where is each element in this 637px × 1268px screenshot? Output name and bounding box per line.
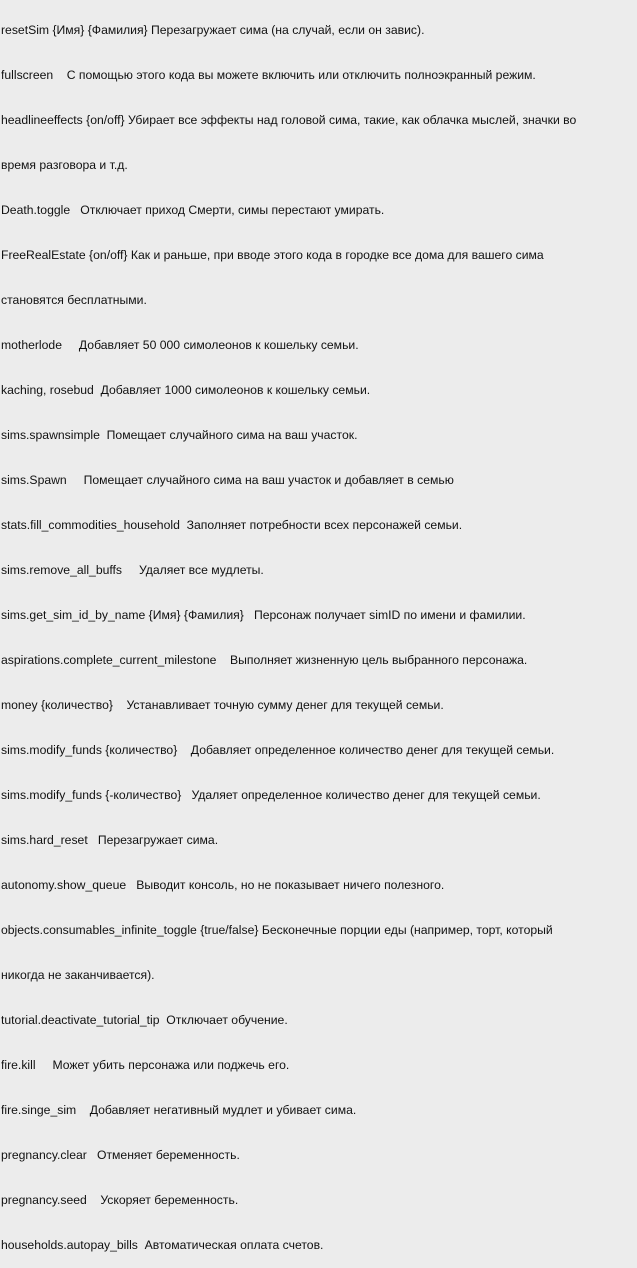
text-line-show-queue: autonomy.show_queue Выводит консоль, но не показывает ничего полезного.: [1, 878, 445, 892]
text-line-pregnancy-seed: pregnancy.seed Ускоряет беременность.: [1, 1193, 239, 1207]
text-line-consumables-toggle: objects.consumables_infinite_toggle {true/false} Бесконечные порции еды (например, торт, который: [1, 923, 553, 937]
text-line-modify-funds-add: sims.modify_funds {количество} Добавляет определенное количество денег для текущей семьи.: [1, 743, 555, 757]
text-line-pregnancy-clear: pregnancy.clear Отменяет беременность.: [1, 1148, 240, 1162]
text-line-deactivate-tutorial: tutorial.deactivate_tutorial_tip Отключает обучение.: [1, 1013, 288, 1027]
text-line-fire-singe: fire.singe_sim Добавляет негативный мудлет и убивает сима.: [1, 1103, 357, 1117]
text-line-free-real-estate: FreeRealEstate {on/off} Как и раньше, при вводе этого кода в городке все дома для вашего сима: [1, 248, 544, 262]
text-line-spawn: sims.Spawn Помещает случайного сима на ваш участок и добавляет в семью: [1, 473, 454, 487]
text-line-headlineeffects-cont: время разговора и т.д.: [1, 158, 128, 172]
text-line-hard-reset: sims.hard_reset Перезагружает сима.: [1, 833, 219, 847]
text-line-death-toggle: Death.toggle Отключает приход Смерти, симы перестают умирать.: [1, 203, 385, 217]
text-line-reset-sim: resetSim {Имя} {Фамилия} Перезагружает сима (на случай, если он завис).: [1, 23, 425, 37]
text-line-kaching-rosebud: kaching, rosebud Добавляет 1000 симолеонов к кошельку семьи.: [1, 383, 371, 397]
text-line-get-sim-id: sims.get_sim_id_by_name {Имя} {Фамилия} Персонаж получает simID по имени и фамилии.: [1, 608, 526, 622]
text-line-motherlode: motherlode Добавляет 50 000 симолеонов к кошельку семьи.: [1, 338, 359, 352]
text-line-free-real-estate-cont: становятся бесплатными.: [1, 293, 147, 307]
text-line-fire-kill: fire.kill Может убить персонажа или поджечь его.: [1, 1058, 290, 1072]
text-line-money: money {количество} Устанавливает точную сумму денег для текущей семьи.: [1, 698, 444, 712]
text-line-autopay-bills: households.autopay_bills Автоматическая оплата счетов.: [1, 1238, 324, 1252]
text-line-remove-all-buffs: sims.remove_all_buffs Удаляет все мудлеты.: [1, 563, 264, 577]
text-line-consumables-toggle-cont: никогда не заканчивается).: [1, 968, 155, 982]
text-line-complete-milestone: aspirations.complete_current_milestone Выполняет жизненную цель выбранного персонажа.: [1, 653, 528, 667]
text-line-spawnsimple: sims.spawnsimple Помещает случайного сима на ваш участок.: [1, 428, 358, 442]
text-line-headlineeffects: headlineeffects {on/off} Убирает все эффекты над головой сима, такие, как облачка мыслей, значки во: [1, 113, 577, 127]
text-line-fill-commodities: stats.fill_commodities_household Заполняет потребности всех персонажей семьи.: [1, 518, 463, 532]
text-line-modify-funds-remove: sims.modify_funds {-количество} Удаляет определенное количество денег для текущей семьи.: [1, 788, 541, 802]
text-line-fullscreen: fullscreen С помощью этого кода вы можете включить или отключить полноэкранный режим.: [1, 68, 536, 82]
